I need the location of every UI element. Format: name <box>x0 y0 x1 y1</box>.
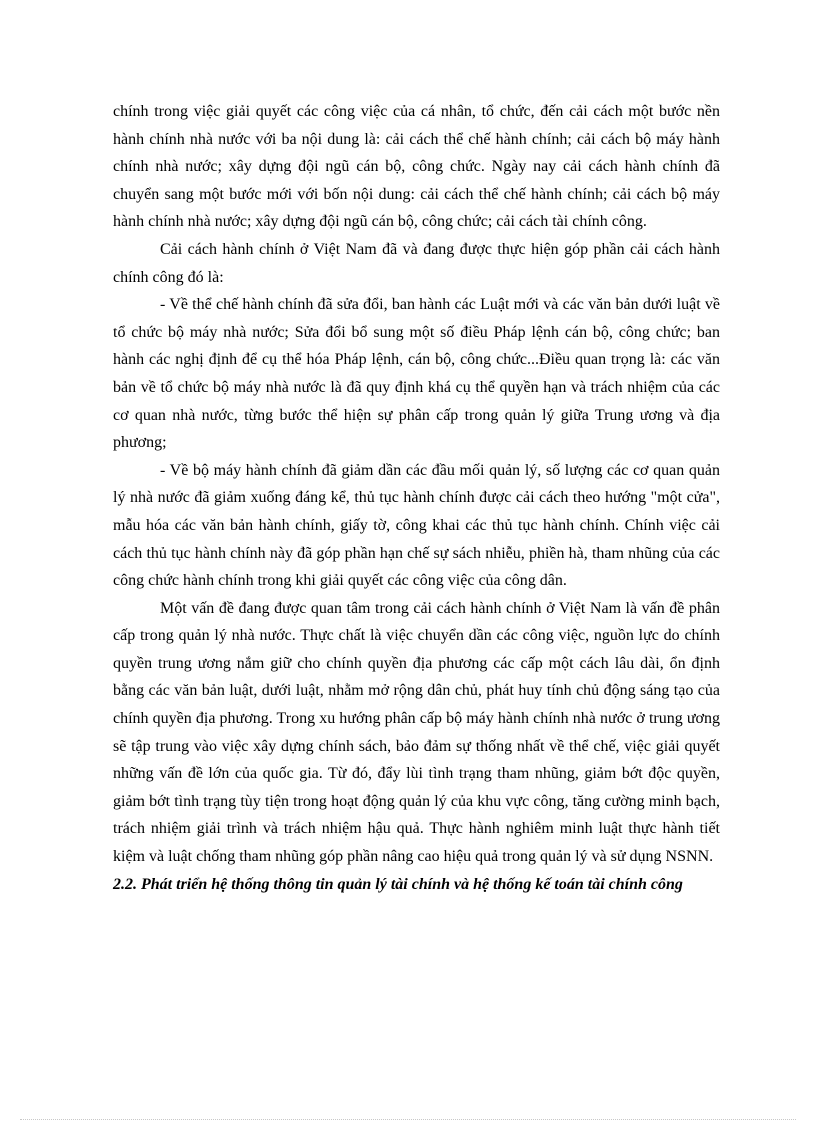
page-border <box>20 1119 796 1120</box>
paragraph-institutions: - Về thể chế hành chính đã sửa đổi, ban hành các Luật mới và các văn bản dưới luật về tổ chức bộ máy nhà nước; Sửa đổi bổ sung một số điều Pháp lệnh cán bộ, công chức; ban hành các nghị định để cụ thể hóa Pháp lệnh, cán bộ, công chức...Điều quan trọng là: các văn bản về tổ chức bộ máy nhà nước là đã quy định khá cụ thể quyền hạn và trách nhiệm của các cơ quan nhà nước, từng bước thể hiện sự phân cấp trong quản lý giữa Trung ương và địa phương; <box>113 296 720 452</box>
paragraph-apparatus: - Về bộ máy hành chính đã giảm dần các đầu mối quản lý, số lượng các cơ quan quản lý nhà nước đã giảm xuống đáng kể, thủ tục hành chính được cải cách theo hướng "một cửa", mẫu hóa các văn bản hành chính, giấy tờ, công khai các thủ tục hành chính. Chính việc cải cách thủ tục hành chính này đã góp phần hạn chế sự sách nhiễu, phiền hà, tham nhũng của các công chức hành chính trong khi giải quyết các công việc của công dân. <box>113 461 720 590</box>
paragraph-intro: chính trong việc giải quyết các công việc của cá nhân, tổ chức, đến cải cách một bước nền hành chính nhà nước với ba nội dung là: cải cách thể chế hành chính; cải cách bộ máy hành chính nhà nước; xây dựng đội ngũ cán bộ, công chức. Ngày nay cải cách hành chính đã chuyển sang một bước mới với bốn nội dung: cải cách thể chế hành chính; cải cách bộ máy hành chính nhà nước; xây dựng đội ngũ cán bộ, công chức; cải cách tài chính công. <box>113 103 720 231</box>
document-page <box>113 98 720 898</box>
paragraph-reform-vietnam: Cải cách hành chính ở Việt Nam đã và đang được thực hiện góp phần cải cách hành chính công đó là: <box>113 240 720 286</box>
paragraph-decentralization: Một vấn đề đang được quan tâm trong cải cách hành chính ở Việt Nam là vấn đề phân cấp trong quản lý nhà nước. Thực chất là việc chuyển dần các công việc, nguồn lực do chính quyền trung ương nắm giữ cho chính quyền địa phương các cấp một cách lâu dài, ổn định bằng các văn bản luật, dưới luật, nhằm mở rộng dân chủ, phát huy tính chủ động sáng tạo của chính quyền địa phương. Trong xu hướng phân cấp bộ máy hành chính nhà nước ở trung ương sẽ tập trung vào việc xây dựng chính sách, bảo đảm sự thống nhất về thể chế, việc giải quyết những vấn đề lớn của quốc gia. Từ đó, đẩy lùi tình trạng tham nhũng, giảm bớt độc quyền, giảm bớt tình trạng tùy tiện trong hoạt động quản lý của khu vực công, tăng cường minh bạch, trách nhiệm giải trình và trách nhiệm hậu quả. Thực hành nghiêm minh luật thực hành tiết kiệm và luật chống tham nhũng góp phần nâng cao hiệu quả trong quản lý và sử dụng NSNN. <box>113 599 720 866</box>
section-heading: 2.2. Phát triển hệ thống thông tin quản lý tài chính và hệ thống kế toán tài chính công <box>113 875 683 893</box>
